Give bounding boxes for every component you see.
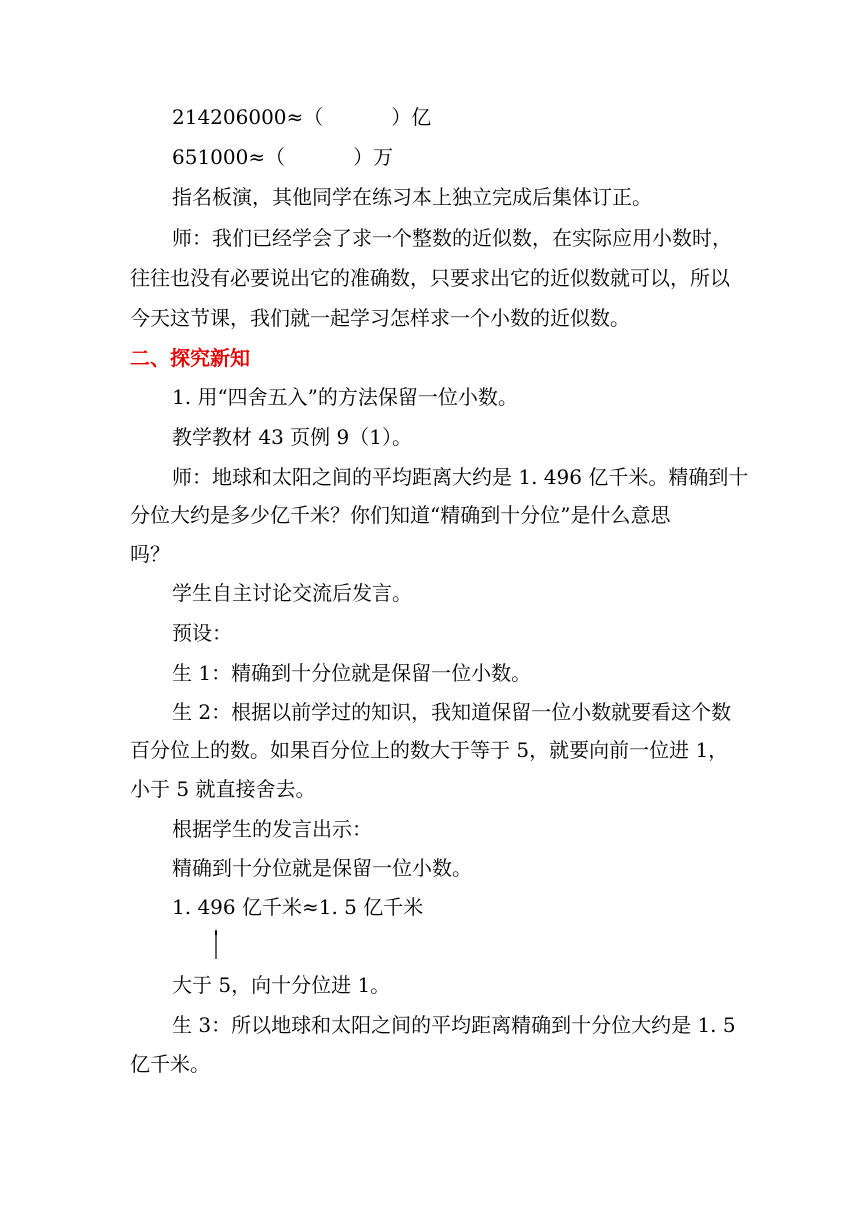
paragraph-line: 亿千米。 bbox=[130, 1052, 210, 1076]
paragraph-line: 往往也没有必要说出它的准确数，只要求出它的近似数就可以，所以 bbox=[130, 266, 730, 290]
paragraph-line: 今天这节课，我们就一起学习怎样求一个小数的近似数。 bbox=[130, 306, 630, 330]
paragraph-line: 生 1：精确到十分位就是保留一位小数。 bbox=[172, 661, 532, 685]
paragraph-line: 精确到十分位就是保留一位小数。 bbox=[172, 856, 472, 880]
paragraph-line: 学生自主讨论交流后发言。 bbox=[172, 581, 412, 605]
exercise-line-1: 214206000≈（ ）亿 bbox=[172, 105, 432, 129]
paragraph-line: 1. 用“四舍五入”的方法保留一位小数。 bbox=[172, 385, 518, 409]
paragraph-line: 师：我们已经学会了求一个整数的近似数，在实际应用小数时， bbox=[172, 226, 732, 250]
paragraph-line: 生 3：所以地球和太阳之间的平均距离精确到十分位大约是 1. 5 bbox=[172, 1013, 736, 1037]
paragraph-line: 预设： bbox=[172, 621, 232, 645]
paragraph-line: 根据学生的发言出示： bbox=[172, 817, 372, 841]
paragraph-line: 大于 5，向十分位进 1。 bbox=[172, 973, 391, 997]
paragraph-line: 百分位上的数。如果百分位上的数大于等于 5，就要向前一位进 1， bbox=[130, 738, 729, 762]
paragraph-line: 师：地球和太阳之间的平均距离大约是 1. 496 亿千米。精确到十 bbox=[172, 465, 749, 489]
up-arrow-icon bbox=[215, 929, 217, 959]
paragraph-line: 吗？ bbox=[130, 542, 170, 566]
paragraph-line: 教学教材 43 页例 9（1）。 bbox=[172, 425, 412, 449]
paragraph-line: 小于 5 就直接舍去。 bbox=[130, 777, 316, 801]
equation-line: 1. 496 亿千米≈1. 5 亿千米 bbox=[172, 895, 424, 919]
paragraph-line: 生 2：根据以前学过的知识，我知道保留一位小数就要看这个数 bbox=[172, 700, 732, 724]
paragraph-line: 分位大约是多少亿千米？你们知道“精确到十分位”是什么意思 bbox=[130, 503, 671, 527]
exercise-line-2: 651000≈（ ）万 bbox=[172, 145, 394, 169]
paragraph-line: 指名板演，其他同学在练习本上独立完成后集体订正。 bbox=[172, 185, 652, 209]
section-heading: 二、探究新知 bbox=[130, 346, 250, 370]
